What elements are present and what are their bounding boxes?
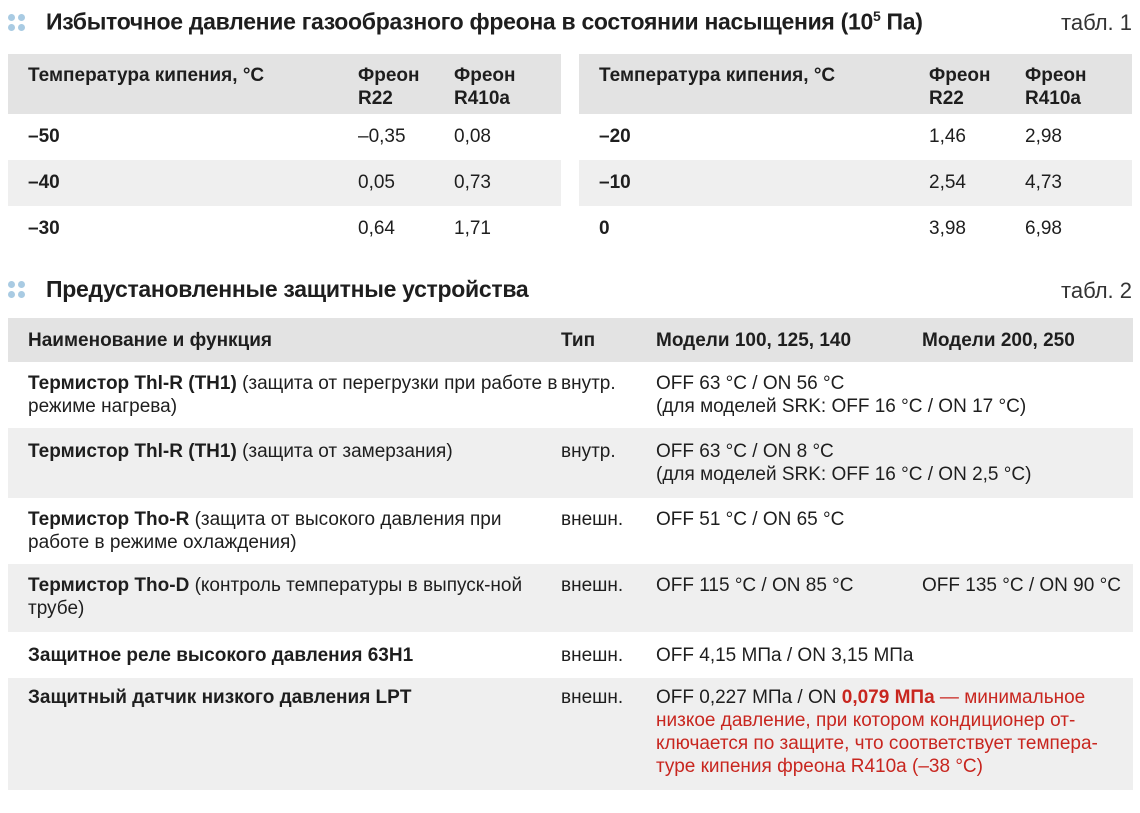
cell-name: Термистор Thl-R (TH1) (защита от перегрузки при работе в режиме нагрева)	[28, 373, 558, 417]
cell-models-2: OFF 135 °C / ON 90 °C	[922, 564, 1133, 632]
header-r22: Фреон R22	[358, 54, 454, 114]
low-pressure-value: 0,079 МПа	[841, 687, 935, 708]
table2-title-row	[0, 270, 1140, 310]
cell-name: Термистор Tho-R (защита от высокого давления при работе в режиме охлаждения)	[28, 509, 502, 553]
header-models-2: Модели 200, 250	[922, 318, 1133, 362]
cell-type: внутр.	[561, 428, 656, 498]
cell-r22: 0,05	[358, 160, 454, 206]
table2-title: Предустановленные защитные устройства	[46, 276, 529, 302]
table-row	[8, 678, 1133, 790]
table1-label: табл. 1	[1061, 10, 1132, 35]
cell-type: внешн.	[561, 645, 624, 666]
table-row	[8, 428, 1133, 498]
header-r22: Фреон R22	[929, 54, 1025, 114]
cell-r410a: 0,73	[454, 160, 561, 206]
table-row	[8, 564, 1133, 632]
cell-type: внешн.	[561, 509, 624, 530]
table-row	[8, 114, 561, 160]
table2-label: табл. 2	[1061, 278, 1132, 303]
table2	[8, 318, 1133, 790]
cell-models: OFF 4,15 МПа / ON 3,15 МПа	[656, 645, 914, 666]
cell-name: Защитное реле высокого давления 63H1	[28, 645, 414, 666]
cell-models: OFF 0,227 МПа / ON 0,079 МПа — минимальное низкое давление, при котором кондиционер от-ключается по защите, что соответствует темпера-туре кипения фреона R410a (–38 °C)	[656, 678, 1133, 790]
header-type: Тип	[561, 318, 656, 362]
cell-name: Термистор Tho-D (контроль температуры в выпуск-ной трубе)	[8, 564, 561, 632]
cell-type: внешн.	[561, 678, 656, 790]
cell-type: внешн.	[561, 564, 656, 632]
table-row	[8, 206, 561, 252]
cell-models-1: OFF 115 °C / ON 85 °C	[656, 564, 922, 632]
table-row	[8, 632, 1133, 678]
dots-icon	[8, 281, 26, 299]
cell-temp: –20	[599, 126, 631, 147]
cell-models: OFF 51 °C / ON 65 °C	[656, 509, 845, 530]
table-row	[579, 114, 1132, 160]
dots-icon	[8, 14, 26, 32]
header-temp: Температура кипения, °C	[8, 54, 358, 114]
table-row	[8, 362, 1133, 428]
cell-temp: –30	[28, 218, 60, 239]
cell-models: OFF 63 °C / ON 56 °C (для моделей SRK: OFF 16 °C / ON 17 °C)	[656, 373, 1027, 417]
table-row	[8, 160, 561, 206]
cell-temp: 0	[599, 218, 610, 239]
cell-type: внутр.	[561, 373, 616, 394]
table2-header	[8, 318, 1133, 362]
cell-r22: 2,54	[929, 160, 1025, 206]
table1-right	[579, 54, 1132, 252]
cell-r22: 0,64	[358, 218, 395, 239]
table1-right-header	[579, 54, 1132, 114]
header-temp: Температура кипения, °C	[579, 54, 929, 114]
cell-r410a: 2,98	[1025, 126, 1062, 147]
cell-r22: 1,46	[929, 126, 966, 147]
table1-left	[8, 54, 561, 252]
cell-temp: –50	[28, 126, 60, 147]
table-row	[579, 160, 1132, 206]
cell-r410a: 0,08	[454, 126, 491, 147]
header-r410a: Фреон R410a	[454, 54, 561, 114]
header-r410a: Фреон R410a	[1025, 54, 1132, 114]
header-name: Наименование и функция	[8, 318, 561, 362]
table1-left-header	[8, 54, 561, 114]
cell-r410a: 4,73	[1025, 160, 1132, 206]
cell-temp: –10	[579, 160, 929, 206]
table-row	[579, 206, 1132, 252]
cell-name: Термистор Thl-R (TH1) (защита от замерзания)	[8, 428, 561, 498]
cell-temp: –40	[8, 160, 358, 206]
cell-r22: –0,35	[358, 126, 406, 147]
low-pressure-note: — минимальное низкое давление, при котором кондиционер от-ключается по защите, что соответствует темпера-туре кипения фреона R410a (–38 °C)	[656, 687, 1098, 777]
header-models-1: Модели 100, 125, 140	[656, 318, 922, 362]
cell-r22: 3,98	[929, 218, 966, 239]
table1-title: Избыточное давление газообразного фреона в состоянии насыщения ($10^5$ Па)	[46, 8, 923, 35]
cell-name: Защитный датчик низкого давления LPT	[8, 678, 561, 790]
table1-title-row	[0, 2, 1140, 42]
cell-r410a: 6,98	[1025, 218, 1062, 239]
cell-models: OFF 63 °C / ON 8 °C (для моделей SRK: OFF 16 °C / ON 2,5 °C)	[656, 428, 1133, 498]
table-row	[8, 498, 1133, 564]
cell-r410a: 1,71	[454, 218, 491, 239]
